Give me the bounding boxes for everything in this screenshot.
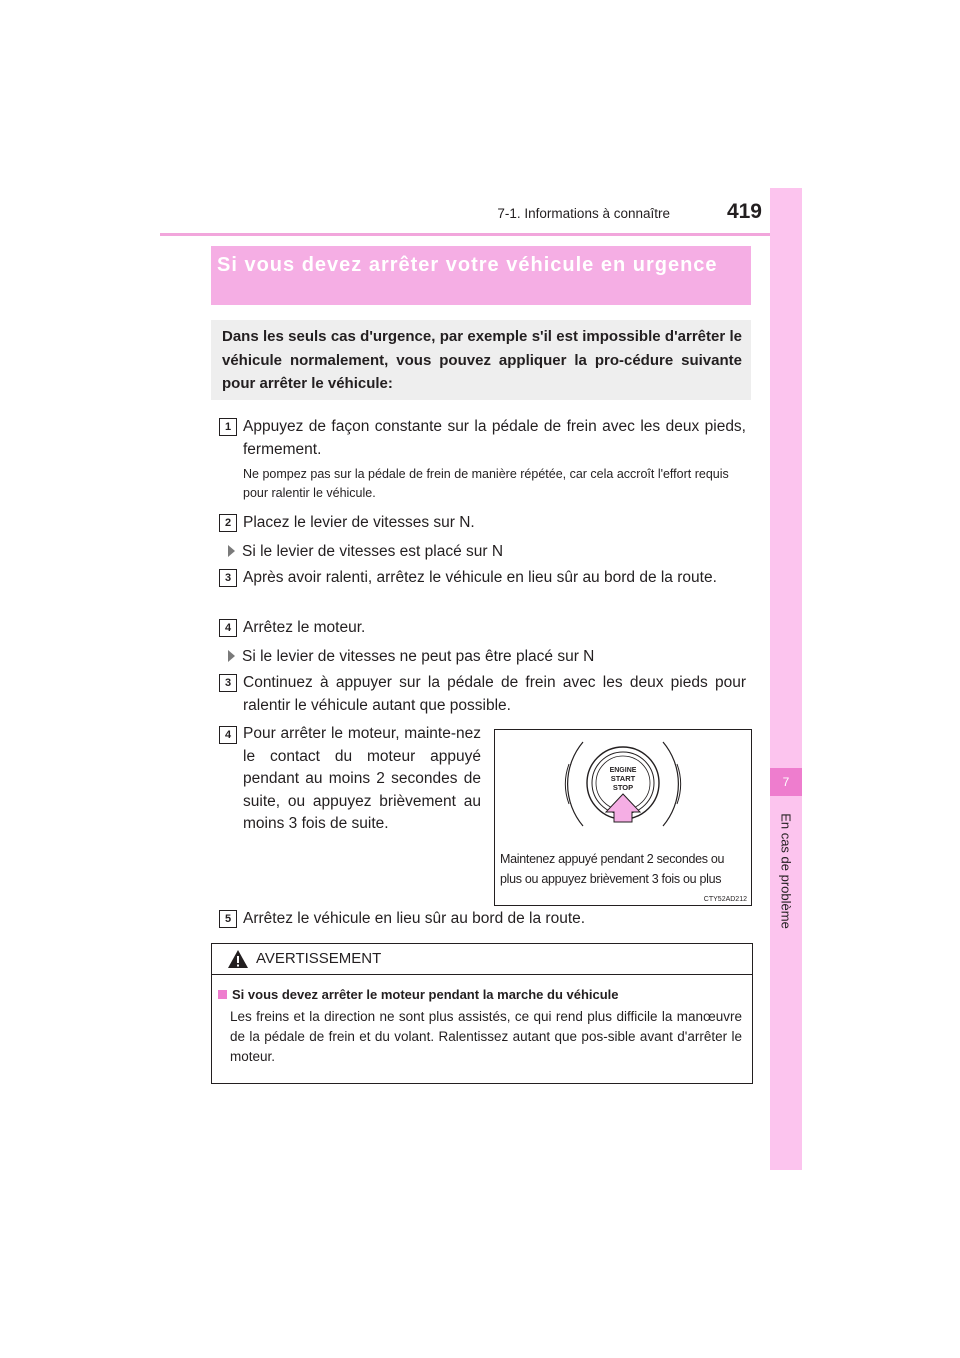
button-label-engine: ENGINE bbox=[609, 767, 637, 774]
warning-subtitle bbox=[218, 987, 748, 1002]
figure-caption: Maintenez appuyé pendant 2 secondes ou plus ou appuyez brièvement 3 fois ou plus bbox=[500, 852, 725, 886]
button-label-start: START bbox=[610, 774, 636, 783]
step-number: 3 bbox=[219, 674, 237, 692]
warning-title: AVERTISSEMENT bbox=[256, 950, 382, 967]
step-text: Arrêtez le moteur. bbox=[243, 619, 366, 636]
triangle-bullet-icon bbox=[228, 650, 235, 662]
square-bullet-icon bbox=[218, 990, 227, 999]
step-text: Arrêtez le véhicule en lieu sûr au bord de la route. bbox=[243, 910, 586, 927]
warning-triangle-icon bbox=[227, 949, 249, 969]
section-title-box bbox=[211, 246, 751, 305]
section-header: 7-1. Informations à connaître bbox=[497, 206, 670, 221]
warning-body: Les freins et la direction ne sont plus assistés, ce qui rend plus difficile la manœuvre de la pédale de frein et du volant. Ralentissez autant que pos-sible avant d'arrêter le moteur. bbox=[230, 1009, 742, 1064]
step-number: 4 bbox=[219, 726, 237, 744]
step-text: Appuyez de façon constante sur la pédale de frein avec les deux pieds, fermement. bbox=[243, 418, 746, 458]
engine-button-figure bbox=[494, 729, 752, 906]
chapter-side-tab bbox=[770, 188, 802, 1170]
case-heading-text: Si le levier de vitesses ne peut pas être placé sur N bbox=[242, 648, 595, 665]
step-number: 2 bbox=[219, 514, 237, 532]
step-text: Continuez à appuyer sur la pédale de frein avec les deux pieds pour ralentir le véhicule autant que possible. bbox=[243, 674, 746, 714]
step-number: 4 bbox=[219, 619, 237, 637]
intro-box bbox=[211, 320, 751, 400]
chapter-number: 7 bbox=[770, 768, 802, 796]
section-title: Si vous devez arrêter votre véhicule en urgence bbox=[217, 254, 718, 276]
chapter-label bbox=[770, 796, 802, 946]
case-heading bbox=[228, 541, 748, 563]
step-number: 5 bbox=[219, 910, 237, 928]
warning-box bbox=[211, 943, 753, 1084]
page-number: 419 bbox=[726, 200, 762, 223]
triangle-bullet-icon bbox=[228, 545, 235, 557]
button-label-stop: STOP bbox=[612, 783, 634, 792]
intro-text: Dans les seuls cas d'urgence, par exemple s'il est impossible d'arrêter le véhicule normalement, vous pouvez appliquer la pro-cédure suivante pour arrêter le véhicule: bbox=[222, 328, 742, 392]
step-text: Après avoir ralenti, arrêtez le véhicule en lieu sûr au bord de la route. bbox=[243, 569, 717, 586]
step-text: Placez le levier de vitesses sur N. bbox=[243, 514, 475, 531]
warning-subtitle-text: Si vous devez arrêter le moteur pendant la marche du véhicule bbox=[232, 987, 619, 1002]
warning-header bbox=[212, 944, 752, 975]
step-number: 1 bbox=[219, 418, 237, 436]
chapter-label-text: En cas de problème bbox=[778, 813, 794, 929]
step-number: 3 bbox=[219, 569, 237, 587]
case-heading bbox=[228, 646, 748, 668]
header-rule bbox=[160, 233, 802, 236]
step-note: Ne pompez pas sur la pédale de frein de manière répétée, car cela accroît l'effort requis pour ralentir le véhicule. bbox=[243, 467, 729, 500]
step-text: Pour arrêter le moteur, mainte-nez le contact du moteur appuyé pendant au moins 2 secondes de suite, ou appuyez brièvement au moins 3 fois de suite. bbox=[243, 725, 481, 832]
figure-code: CTY52AD212 bbox=[703, 896, 747, 903]
case-heading-text: Si le levier de vitesses est placé sur N bbox=[242, 543, 504, 560]
engine-start-stop-button-illustration bbox=[495, 730, 751, 850]
